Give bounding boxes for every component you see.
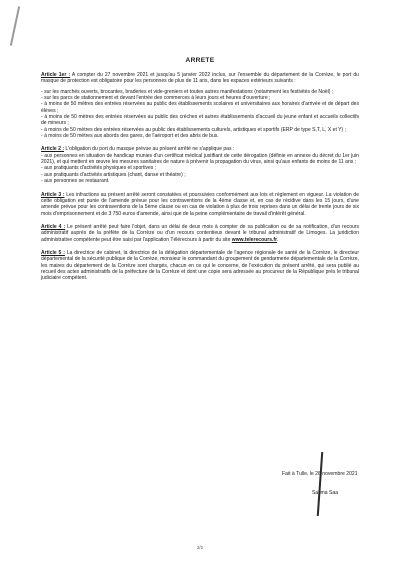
article-4-text: Le présent arrêté peut faire l'objet, dans un délai de deux mois à compter de sa publication ou de sa notification, d'un recours administratif auprès de la préfète de la Corrèze ou d'un recours contentieux devant le tribunal administratif de Limoges. La juridiction administrative compétente peut être saisi par l'application Télérecours à partir du site [41,223,360,243]
scan-mark [10,6,20,46]
article-5-text: La directrice de cabinet, la directrice de la délégation départementale de l'agence régionale de santé de la Corrèze, le directeur départemental de la sécurité publique de la Corrèze, monsieur le commandant du groupement de gendarmerie départementale de la Corrèze, les maires du département de la Corrèze sont chargés, chacun en ce qui le concerne, de l'exécution du présent arrêté, qui sera publié au recueil des actes administratifs de la préfecture de la Corrèze et dont une copie sera adressée au procureur de la République près le tribunal judiciaire compétent. [41,249,360,282]
document-body [41,72,359,282]
article-1-label: Article 1er : [41,72,71,78]
article-3-text: Les infractions au présent arrêté seront constatées et poursuivies conformément aux lois et règlement en vigueur. La violation de cette obligation est punie de l'amende prévue pour les contraventions de la 4ème classe et, en cas de récidive dans les 15 jours, d'une amende prévue pour les contraventions de la 5ème classe ou en cas de violation à plus de trois reprises dans un délai de trente jours de six mois d'emprisonnement et de 3 750 euros d'amende, ainsi que de la peine complémentaire de travail d'intérêt général. [41,191,360,217]
article-4-label: Article 4 : [41,223,66,230]
article-1-intro [41,72,359,85]
signature-place-date: Fait à Tulle, le 26 novembre 2021 [282,471,358,477]
article-1-item: - sur les parcs de stationnement et devant l'entrée des commerces à leurs jours et heures d'ouverture ; [41,95,271,102]
telerecours-link[interactable]: www.telerecours.fr [231,236,278,243]
article-5-paragraph [41,250,359,282]
article-3-label: Article 3 : [41,191,65,198]
article-2-item: - aux pratiquants d'activités artistiques (chant, danse et théatre) ; [41,171,186,178]
article-2-item: - aux personnes en situation de handicap munies d'un certificat médical justifiant de cette dérogation (définie en annexe du décret du 1er juin 2021), et qui mettent en œuvre les mesures sanitaires de nature à prévenir la propagation du virus, ainsi qu'aux enfants de moins de 11 ans ; [41,152,359,166]
article-3-paragraph [41,192,359,217]
article-1-item: - sur les marchés ouverts, brocantes, braderies et vide-greniers et toutes autres manifestations (notamment les festivités de Noël) ; [41,88,334,95]
article-2-item: - aux personnes se restaurant. [41,178,110,185]
article-2-label: Article 2 : [41,146,64,153]
page-number: 2/2 [197,545,203,550]
signature-stroke [317,452,323,516]
article-2-item: - aux pratiquants d'activités physiques et sportives ; [41,165,157,172]
article-1-intro-text: A compter du 27 novembre 2021 et jusqu'au 5 janvier 2022 inclus, sur l'ensemble du département de la Corrèze, le port du masque de protection est obligatoire pour les personnes de plus de 11 ans, dans les espaces extérieurs suivants : [41,72,359,85]
article-4-end: . [277,236,279,243]
article-2-intro-text: L'obligation du port du masque prévue au présent arrêté ne s'applique pas : [65,146,235,153]
article-1-item: - à moins de 50 mètres aux abords des gares, de l'aéroport et des abris de bus. [41,133,219,140]
signatory-name: Salima Saa [312,490,339,496]
article-1-item: - à moins de 50 mètres des entrées réservées au public des établissements scolaires et universitaires aux horaires d'arrivée et de départ des élèves ; [41,101,359,114]
article-5-label: Article 5 : [41,249,65,256]
article-1-item: - à moins de 50 mètres des entrées réservées au public des établissements culturels, artistiques et sportifs (ERP de type S,T, L, X et Y) ; [41,126,347,133]
document-title: ARRETE [185,57,215,64]
article-1-item: - à moins de 50 mètres des entrées réservées au public des crèches et autres établissements d'accueil du jeune enfant et accueils collectifs de mineurs ; [41,114,359,127]
article-4-paragraph [41,224,359,243]
